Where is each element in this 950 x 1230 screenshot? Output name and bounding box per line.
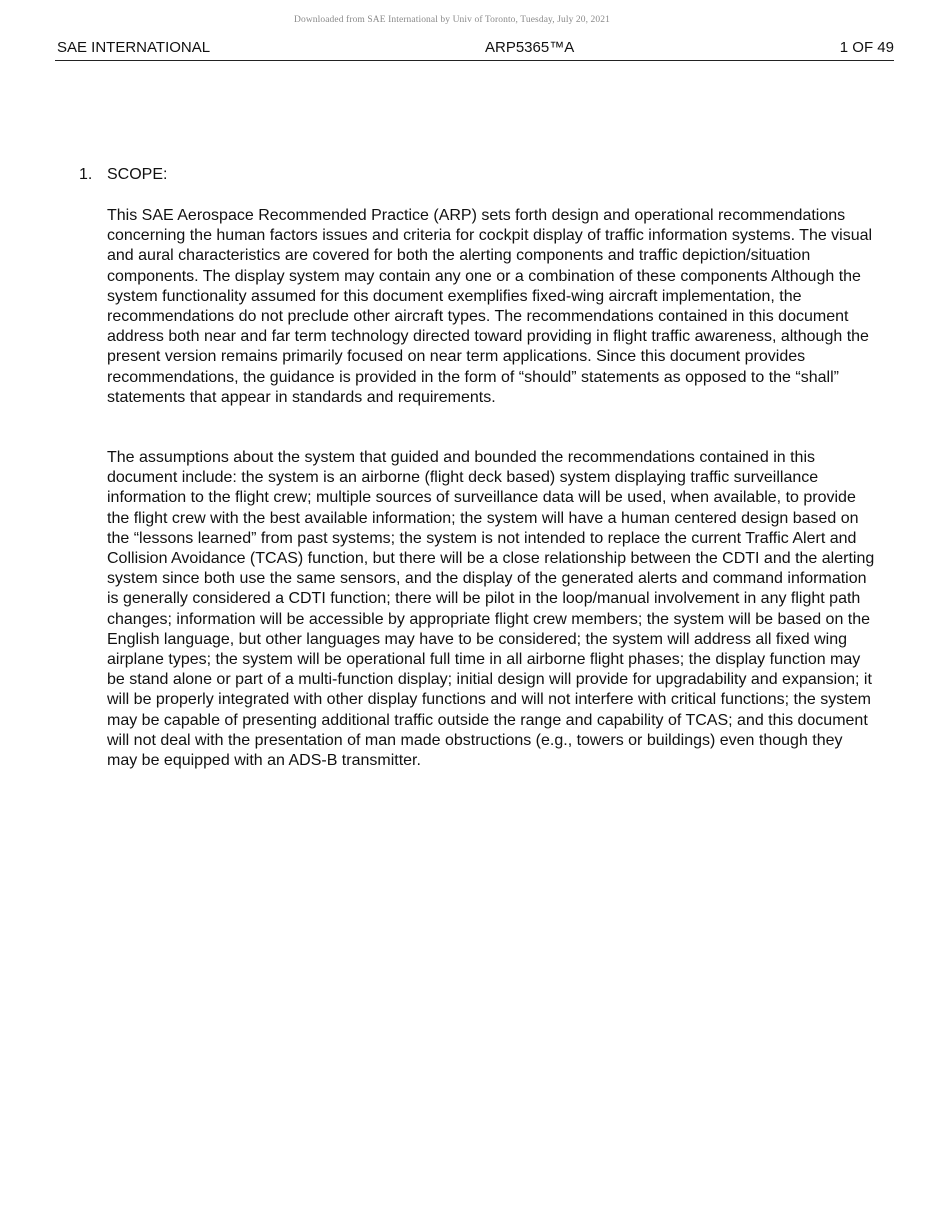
scope-paragraph-1: This SAE Aerospace Recommended Practice (ARP) sets forth design and operational recommendations concerning the human factors issues and criteria for cockpit display of traffic information systems. The visual and aural characteristics are covered for both the alerting components and traffic depiction/situation components. The display system may contain any one or a combination of these components Although the system functionality assumed for this document exemplifies fixed-wing aircraft implementation, the recommendations do not preclude other aircraft types. The recommendations contained in this document address both near and far term technology directed toward providing in flight traffic awareness, although the present version remains primarily focused on near term applications. Since this document provides recommendations, the guidance is provided in the form of “should” statements as opposed to the “shall” statements that appear in standards and requirements. [107,207,873,406]
section-heading [79,166,167,184]
page-header [55,38,894,61]
scope-paragraph-2: The assumptions about the system that guided and bounded the recommendations contained in this document include: the system is an airborne (flight deck based) system displaying traffic surveillance information to the flight crew; multiple sources of surveillance data will be used, when available, to provide the flight crew with the best available information; the system will have a human centered design based on the “lessons learned” from past systems; the system is not intended to replace the current Traffic Alert and Collision Avoidance (TCAS) function, but there will be a close relationship between the CDTI and the alerting system since both use the same sensors, and the display of the generated alerts and command information is generally considered a CDTI function; there will be pilot in the loop/manual involvement in any flight path changes; information will be accessible by appropriate flight crew members; the system will be based on the English language, but other languages may have to be considered; the system will address all fixed wing airplane types; the system will be operational full time in all airborne flight phases; the display function may be stand alone or part of a multi-function display; initial design will provide for upgradability and expansion; it will be properly integrated with other display functions and will not interfere with critical functions; the system may be capable of presenting additional traffic outside the range and capability of TCAS; and this document will not deal with the presentation of man made obstructions (e.g., towers or buildings) even though they may be equipped with an ADS-B transmitter. [107,449,875,770]
download-watermark: Downloaded from SAE International by Univ of Toronto, Tuesday, July 20, 2021 [294,15,610,25]
header-organization: SAE INTERNATIONAL [57,39,211,56]
header-document-number: ARP5365™A [485,39,575,56]
header-page-indicator: 1 OF 49 [839,39,894,56]
section-number: 1. [79,166,93,183]
section-title: SCOPE: [107,166,168,183]
